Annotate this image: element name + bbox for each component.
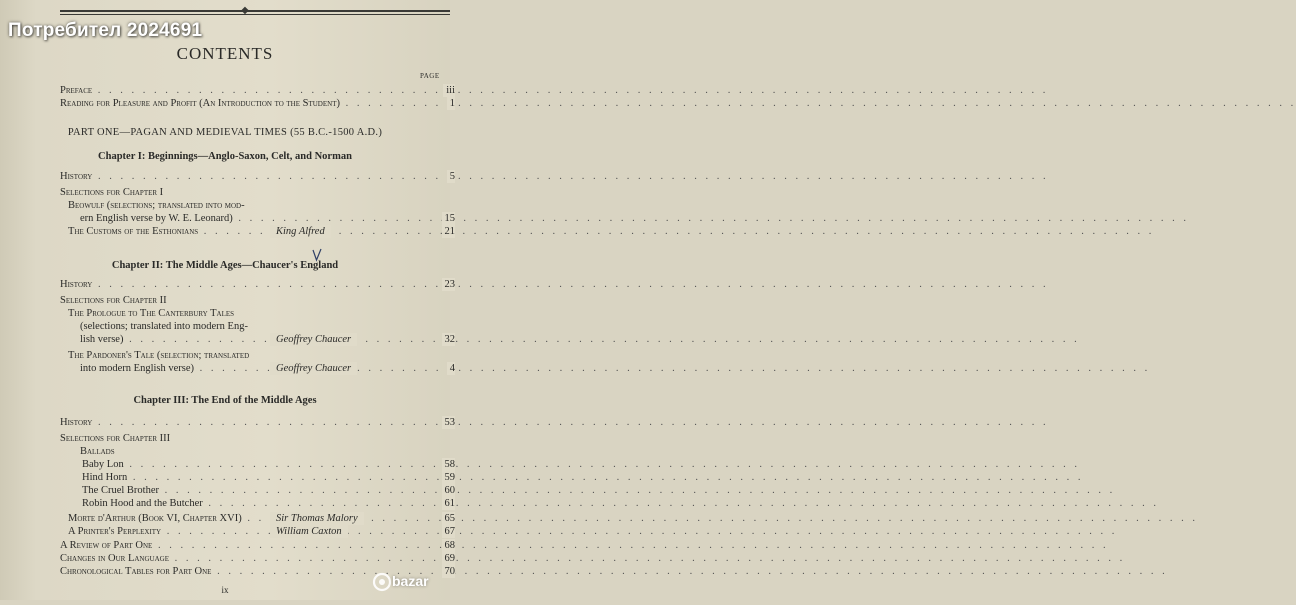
- selections-label: Selections for Chapter III: [60, 433, 171, 444]
- rule-ornament: ◆: [241, 5, 249, 16]
- toc-entry-history: History . . . 53: [60, 416, 455, 429]
- toc-entry-morte-darthur: Morte d'Arthur (Book VI, Chapter XVI) . . . Sir Thomas Malory 65: [68, 512, 455, 525]
- book-page: [0, 0, 455, 600]
- toc-entry-ballad: The Cruel Brother . . . 60: [82, 484, 455, 497]
- toc-entry-ballad: Baby Lon . . . 58: [82, 458, 455, 471]
- toc-entry-ballad: Hind Horn . . . 59: [82, 471, 455, 484]
- toc-entry-line: Beowulf (selections; translated into mod-: [68, 200, 245, 211]
- toc-entry-printers-perplexity: A Printer's Perplexity . . . William Caxton 67: [68, 525, 455, 538]
- bazar-logo: bazar: [370, 560, 450, 600]
- toc-entry-line: (selections; translated into modern Eng-: [80, 321, 248, 332]
- top-rule: [60, 10, 450, 12]
- selections-label: Selections for Chapter I: [60, 187, 164, 198]
- toc-entry-history: History . . . 23: [60, 278, 455, 291]
- toc-entry-changes: Changes in Our Language . . . 69: [60, 552, 455, 565]
- page-number: ix: [221, 585, 229, 595]
- selections-label: Selections for Chapter II: [60, 295, 167, 306]
- toc-entry-pardoner: into modern English verse) . . . Geoffrey Chaucer 4: [80, 362, 455, 375]
- toc-entry-ballad: Robin Hood and the Butcher . . . 61: [82, 497, 455, 510]
- toc-entry-chronological: Chronological Tables for Part One . . . 70: [60, 565, 455, 578]
- toc-entry-introduction: Reading for Pleasure and Profit (An Introduction to the Student) . . . 1: [60, 97, 455, 110]
- chapter-heading: Chapter II: The Middle Ages—Chaucer's England: [111, 260, 339, 271]
- part-one-heading: PART ONE—PAGAN AND MEDIEVAL TIMES (55 B.C.-1500 A.D.): [67, 127, 383, 138]
- toc-entry-beowulf: ern English verse by W. E. Leonard) . . . 15: [80, 212, 455, 225]
- watermark-user: Потребител 2024691: [8, 20, 203, 41]
- toc-entry-review: A Review of Part One . . . 68: [60, 539, 455, 552]
- toc-entry-line: The Pardoner's Tale (selection; translated: [68, 350, 250, 361]
- toc-entry-history: History . . . 5: [60, 170, 455, 183]
- top-rule-thin: [60, 14, 450, 15]
- page-column-header: PAGE: [420, 72, 440, 80]
- toc-entry-customs: The Customs of the Esthonians . . . King Alfred 21: [68, 225, 455, 238]
- toc-entry-line: The Prologue to The Canterbury Tales: [68, 308, 235, 319]
- toc-entry-prologue: lish verse) . . . Geoffrey Chaucer 32: [80, 333, 455, 346]
- chapter-heading: Chapter I: Beginnings—Anglo-Saxon, Celt, and Norman: [98, 151, 352, 162]
- handwritten-check-mark: [312, 249, 322, 261]
- toc-entry-preface: Preface . . . iii: [60, 84, 455, 97]
- ballads-label: Ballads: [80, 446, 115, 457]
- page-title: CONTENTS: [176, 44, 274, 63]
- chapter-heading: Chapter III: The End of the Middle Ages: [133, 395, 317, 406]
